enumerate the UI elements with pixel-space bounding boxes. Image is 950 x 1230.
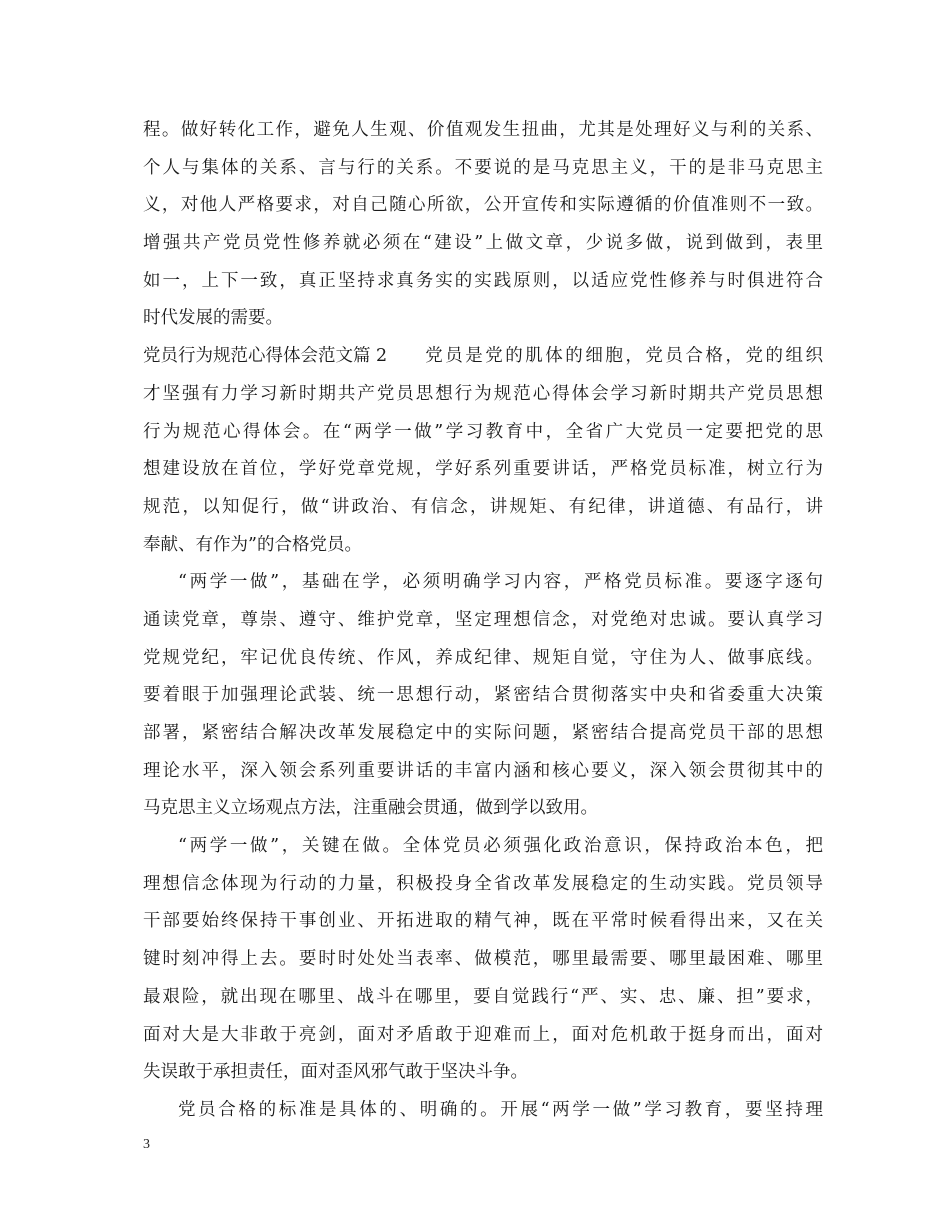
text-line: 个人与集体的关系、言与行的关系。不要说的是马克思主义，干的是非马克思主 — [143, 157, 823, 178]
paragraph-standard — [143, 1092, 823, 1130]
section-heading-line — [143, 338, 823, 376]
text-line: 如一，上下一致，真正坚持求真务实的实践原则，以适应党性修养与时俱进符合 — [143, 270, 823, 291]
text-line: “两学一做”，关键在做。全体党员必须强化政治意识，保持政治本色，把 — [178, 836, 823, 857]
page-number: 3 — [143, 1137, 150, 1152]
text-line: 义，对他人严格要求，对自己随心所欲，公开宣传和实际遵循的价值准则不一致。 — [143, 195, 823, 216]
text-line: 程。做好转化工作，避免人生观、价值观发生扭曲，尤其是处理好义与利的关系、 — [143, 120, 823, 140]
text-line: 才坚强有力学习新时期共产党员思想行为规范心得体会学习新时期共产党员思想 — [143, 383, 823, 404]
text-line: 键时刻冲得上去。要时时处处当表率、做模范，哪里最需要、哪里最困难、哪里 — [143, 949, 823, 970]
text-line: 时代发展的需要。 — [143, 308, 283, 329]
continuation-paragraph — [143, 112, 823, 338]
document-body — [143, 112, 823, 1130]
text-line: 干部要始终保持干事创业、开拓进取的精气神，既在平常时候看得出来，又在关 — [143, 911, 823, 932]
paragraph-study — [143, 564, 823, 828]
text-line: 党规党纪，牢记优良传统、作风，养成纪律、规矩自觉，守住为人、做事底线。 — [143, 647, 823, 668]
text-line: 通读党章，尊崇、遵守、维护党章，坚定理想信念，对党绝对忠诚。要认真学习 — [143, 609, 823, 630]
text-line: 党员是党的肌体的细胞，党员合格，党的组织 — [425, 346, 823, 367]
text-line: 失误敢于承担责任，面对歪风邪气敢于坚决斗争。 — [143, 1062, 528, 1083]
text-line: 规范，以知促行，做“讲政治、有信念，讲规矩、有纪律，讲道德、有品行，讲 — [143, 496, 823, 517]
text-line: 奉献、有作为”的合格党员。 — [143, 534, 362, 555]
text-line: 面对大是大非敢于亮剑，面对矛盾敢于迎难而上，面对危机敢于挺身而出，面对 — [143, 1024, 823, 1045]
paragraph-action — [143, 828, 823, 1092]
text-line: 理论水平，深入领会系列重要讲话的丰富内涵和核心要义，深入领会贯彻其中的 — [143, 760, 823, 781]
section-essay-2 — [143, 338, 823, 564]
text-line: 要着眼于加强理论武装、统一思想行动，紧密结合贯彻落实中央和省委重大决策 — [143, 685, 823, 706]
section-title: 党员行为规范心得体会范文篇 2 — [143, 346, 388, 367]
text-line: 最艰险，就出现在哪里、战斗在哪里，要自觉践行“严、实、忠、廉、担”要求， — [143, 986, 823, 1007]
text-line: 增强共产党员党性修养就必须在“建设”上做文章，少说多做，说到做到，表里 — [143, 233, 823, 254]
text-line: 部署，紧密结合解决改革发展稳定中的实际问题，紧密结合提高党员干部的思想 — [143, 723, 823, 743]
text-line: 理想信念体现为行动的力量，积极投身全省改革发展稳定的生动实践。党员领导 — [143, 873, 823, 894]
text-line: 马克思主义立场观点方法，注重融会贯通，做到学以致用。 — [143, 798, 598, 819]
text-line: “两学一做”，基础在学，必须明确学习内容，严格党员标准。要逐字逐句 — [178, 572, 823, 593]
text-line: 想建设放在首位，学好党章党规，学好系列重要讲话，严格党员标准，树立行为 — [143, 459, 823, 480]
text-line: 行为规范心得体会。在“两学一做”学习教育中，全省广大党员一定要把党的思 — [143, 421, 823, 442]
text-line: 党员合格的标准是具体的、明确的。开展“两学一做”学习教育，要坚持理 — [178, 1099, 823, 1120]
